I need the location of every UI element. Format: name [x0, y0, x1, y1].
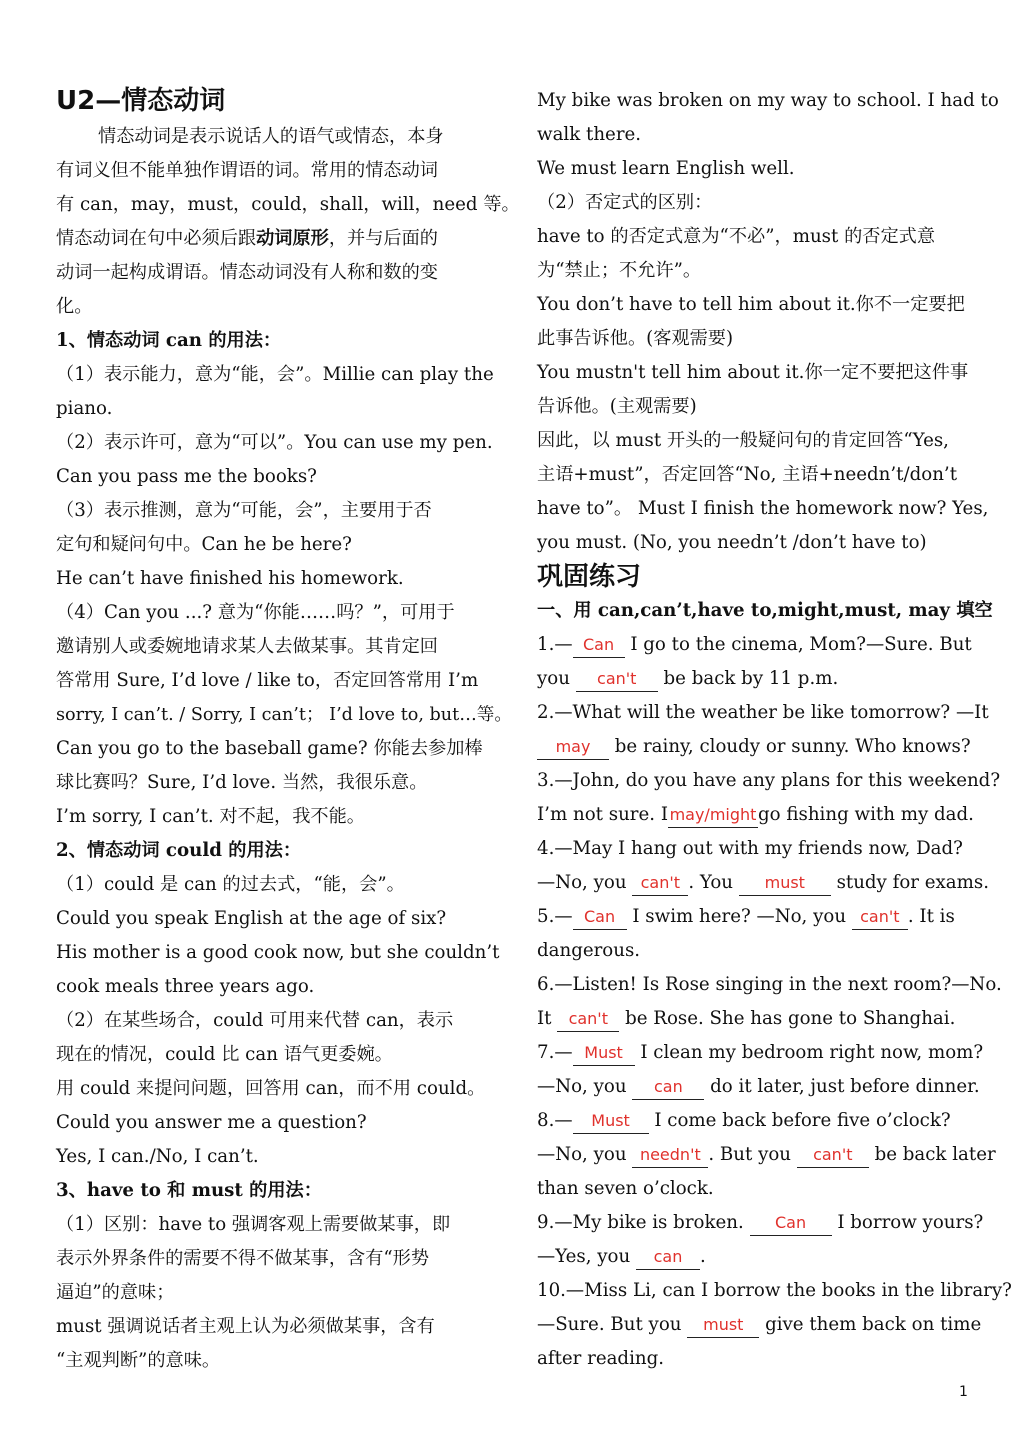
body-line: you must. (No, you needn’t /don’t have to): [537, 532, 927, 553]
exercise-line: [537, 730, 977, 764]
handwritten-answer: Can: [774, 1213, 807, 1232]
intro-line: 有词义但不能单独作谓语的词。常用的情态动词: [56, 160, 438, 181]
body-line: Can you go to the baseball game? 你能去参加棒: [56, 738, 483, 759]
intro-line: [56, 222, 496, 256]
handwritten-answer: can't: [860, 907, 900, 926]
handwritten-answer: Can: [582, 635, 615, 654]
answer-blank: [632, 871, 688, 896]
answer-blank: [668, 803, 758, 828]
handwritten-answer: Must: [591, 1111, 630, 1130]
body-line: 主语+must”，否定回答“No, 主语+needn’t/don’t: [537, 464, 958, 485]
intro-line: 化。: [56, 296, 93, 317]
handwritten-answer: can: [653, 1077, 683, 1096]
body-line: 因此，以 must 开头的一般疑问句的肯定回答“Yes,: [537, 430, 949, 451]
body-line: （2）表示许可，意为“可以”。You can use my pen.: [56, 432, 493, 453]
intro-text: ，并与后面的: [328, 228, 438, 249]
handwritten-answer: can't: [640, 873, 681, 892]
q-text: 1.—: [537, 634, 573, 655]
answer-blank: [632, 1143, 708, 1168]
intro-emphasis: 动词原形: [256, 228, 329, 249]
body-line: My bike was broken on my way to school. I had to: [537, 90, 999, 111]
q-text: be rainy, cloudy or sunny. Who knows?: [609, 736, 971, 757]
q-text: —No, you: [537, 1076, 633, 1097]
answer-blank: [750, 1211, 832, 1236]
body-line: 定句和疑问句中。Can he be here?: [56, 534, 352, 555]
intro-line: 情态动词是表示说话人的语气或情态，本身: [98, 126, 444, 147]
handwritten-answer: can't: [597, 669, 637, 688]
q-text: 9.—My bike is broken.: [537, 1212, 750, 1233]
q-text: give them back on time: [759, 1314, 982, 1335]
exercise-line: [537, 1070, 980, 1104]
body-line: sorry, I can’t. / Sorry, I can’t； I’d love to, but…等。: [56, 705, 512, 725]
exercise-line: than seven o’clock.: [537, 1178, 714, 1199]
body-line: Could you speak English at the age of six?: [56, 908, 447, 929]
exercise-line: [537, 1308, 982, 1342]
q-text: I borrow yours?: [831, 1212, 984, 1233]
q-text: be Rose. She has gone to Shanghai.: [619, 1008, 956, 1029]
exercise-line: dangerous.: [537, 940, 641, 961]
body-line: must 强调说话者主观上认为必须做某事，含有: [56, 1316, 435, 1337]
exercise-heading: 一、用 can,can’t,have to,might,must, may 填空: [537, 600, 993, 621]
q-text: I’m not sure. I: [537, 804, 668, 825]
q-text: I swim here? —No, you: [626, 906, 852, 927]
q-text: study for exams.: [830, 872, 989, 893]
exercise-line: 4.—May I hang out with my friends now, Dad?: [537, 838, 963, 859]
exercise-line: [537, 1104, 977, 1138]
page-number: 1: [959, 1384, 968, 1400]
exercise-line: 10.—Miss Li, can I borrow the books in the library?: [537, 1280, 1012, 1301]
q-text: . It is: [907, 906, 955, 927]
body-line: 邀请别人或委婉地请求某人去做某事。其肯定回: [56, 636, 438, 657]
body-line: We must learn English well.: [537, 158, 795, 179]
body-line: （2）在某些场合，could 可用来代替 can，表示: [56, 1010, 454, 1031]
q-text: I clean my bedroom right now, mom?: [634, 1042, 984, 1063]
q-text: you: [537, 668, 576, 689]
handwritten-answer: can't: [568, 1009, 608, 1028]
page-title: U2—情态动词: [56, 86, 226, 116]
exercise-line: [537, 1240, 977, 1274]
section-heading-can: 1、情态动词 can 的用法：: [56, 330, 282, 351]
right-column: [537, 84, 1012, 1376]
q-text: do it later, just before dinner.: [704, 1076, 980, 1097]
body-line: 现在的情况，could 比 can 语气更委婉。: [56, 1044, 393, 1065]
body-line: He can’t have finished his homework.: [56, 568, 404, 589]
answer-blank: [687, 1313, 759, 1338]
exercise-line: 3.—John, do you have any plans for this weekend?: [537, 770, 1001, 791]
answer-blank: [573, 1041, 635, 1066]
answer-blank: [537, 735, 609, 760]
q-text: 8.—: [537, 1110, 573, 1131]
body-line: You mustn't tell him about it.你一定不要把这件事: [537, 362, 969, 383]
q-text: . But you: [708, 1144, 797, 1165]
handwritten-answer: may/might: [669, 805, 757, 824]
section-heading-could: 2、情态动词 could 的用法：: [56, 840, 302, 861]
exercise-line: [537, 1036, 984, 1070]
answer-blank: [557, 1007, 619, 1032]
exercise-line: [537, 866, 989, 900]
body-line: piano.: [56, 398, 113, 419]
body-line: （1）表示能力，意为“能，会”。Millie can play the: [56, 364, 494, 385]
q-text: be back by 11 p.m.: [657, 668, 839, 689]
exercise-line: [537, 1138, 996, 1172]
body-line: 用 could 来提问问题，回答用 can，而不用 could。: [56, 1078, 486, 1099]
answer-blank: [852, 905, 908, 930]
body-line: have to 的否定式意为“不必”，must 的否定式意: [537, 226, 936, 247]
handwritten-answer: may: [555, 737, 591, 756]
intro-line: 有 can，may，must，could，shall，will，need 等。: [56, 194, 520, 215]
q-text: I come back before five o’clock?: [648, 1110, 951, 1131]
practice-title: 巩固练习: [537, 562, 642, 592]
body-line: （3）表示推测，意为“可能，会”，主要用于否: [56, 500, 432, 521]
q-text: —No, you: [537, 1144, 633, 1165]
body-line: 此事告诉他。(客观需要): [537, 328, 734, 349]
q-text: It: [537, 1008, 558, 1029]
answer-blank: [573, 905, 627, 930]
exercise-line: [537, 662, 977, 696]
q-text: —No, you: [537, 872, 633, 893]
section-heading-have-to-must: 3、have to 和 must 的用法：: [56, 1180, 322, 1201]
body-line: （1）区别：have to 强调客观上需要做某事，即: [56, 1214, 451, 1235]
body-line: cook meals three years ago.: [56, 976, 315, 997]
body-line: Can you pass me the books?: [56, 466, 317, 487]
body-line: （1）could 是 can 的过去式，“能，会”。: [56, 874, 405, 895]
body-line: 答常用 Sure, I’d love / like to，否定回答常用 I’m: [56, 670, 479, 691]
body-line: Yes, I can./No, I can’t.: [56, 1146, 259, 1167]
exercise-line: [537, 900, 977, 934]
answer-blank: [573, 633, 625, 658]
body-line: 告诉他。(主观需要): [537, 396, 697, 417]
body-line: I’m sorry, I can’t. 对不起，我不能。: [56, 806, 365, 827]
intro-text: 情态动词在句中必须后跟: [56, 228, 257, 249]
handwritten-answer: can't: [813, 1145, 853, 1164]
body-line: 球比赛吗？Sure, I’d love. 当然，我很乐意。: [56, 772, 428, 793]
exercise-line: 2.—What will the weather be like tomorrow? —It: [537, 702, 989, 723]
exercise-line: [537, 1206, 984, 1240]
body-line: 为“禁止；不允许”。: [537, 260, 702, 281]
q-text: —Yes, you: [537, 1246, 636, 1267]
q-text: . You: [688, 872, 739, 893]
q-text: .: [700, 1246, 706, 1267]
answer-blank: [573, 1109, 649, 1134]
exercise-line: 6.—Listen! Is Rose singing in the next room?—No.: [537, 974, 1002, 995]
q-text: be back later: [868, 1144, 996, 1165]
q-text: 5.—: [537, 906, 573, 927]
body-line: You don’t have to tell him about it.你不一定要把: [537, 294, 965, 315]
body-line: His mother is a good cook now, but she couldn’t: [56, 942, 500, 963]
handwritten-answer: can: [653, 1247, 683, 1266]
q-text: I go to the cinema, Mom?—Sure. But: [624, 634, 972, 655]
body-line: （2）否定式的区别：: [537, 192, 713, 213]
answer-blank: [739, 871, 831, 896]
body-line: （4）Can you ...? 意为“你能……吗？”，可用于: [56, 602, 455, 623]
exercise-line: [537, 798, 977, 832]
exercise-line: after reading.: [537, 1348, 665, 1369]
q-text: —Sure. But you: [537, 1314, 688, 1335]
body-line: walk there.: [537, 124, 642, 145]
exercise-line: [537, 1002, 977, 1036]
answer-blank: [636, 1245, 700, 1270]
q-text: 7.—: [537, 1042, 573, 1063]
handwritten-answer: must: [764, 873, 805, 892]
body-line: 逼迫”的意味；: [56, 1282, 175, 1303]
exercise-line: [537, 628, 977, 662]
answer-blank: [797, 1143, 869, 1168]
left-column: [56, 84, 520, 1378]
answer-blank: [576, 667, 658, 692]
q-text: go fishing with my dad.: [758, 804, 974, 825]
body-line: 表示外界条件的需要不得不做某事，含有“形势: [56, 1248, 430, 1269]
handwritten-answer: must: [703, 1315, 744, 1334]
intro-line: 动词一起构成谓语。情态动词没有人称和数的变: [56, 262, 438, 283]
handwritten-answer: Must: [584, 1043, 623, 1062]
body-line: “主观判断”的意味。: [56, 1350, 221, 1371]
body-line: have to”。 Must I finish the homework now? Yes,: [537, 498, 989, 519]
handwritten-answer: needn't: [639, 1145, 701, 1164]
handwritten-answer: Can: [583, 907, 616, 926]
body-line: Could you answer me a question?: [56, 1112, 367, 1133]
answer-blank: [632, 1075, 704, 1100]
